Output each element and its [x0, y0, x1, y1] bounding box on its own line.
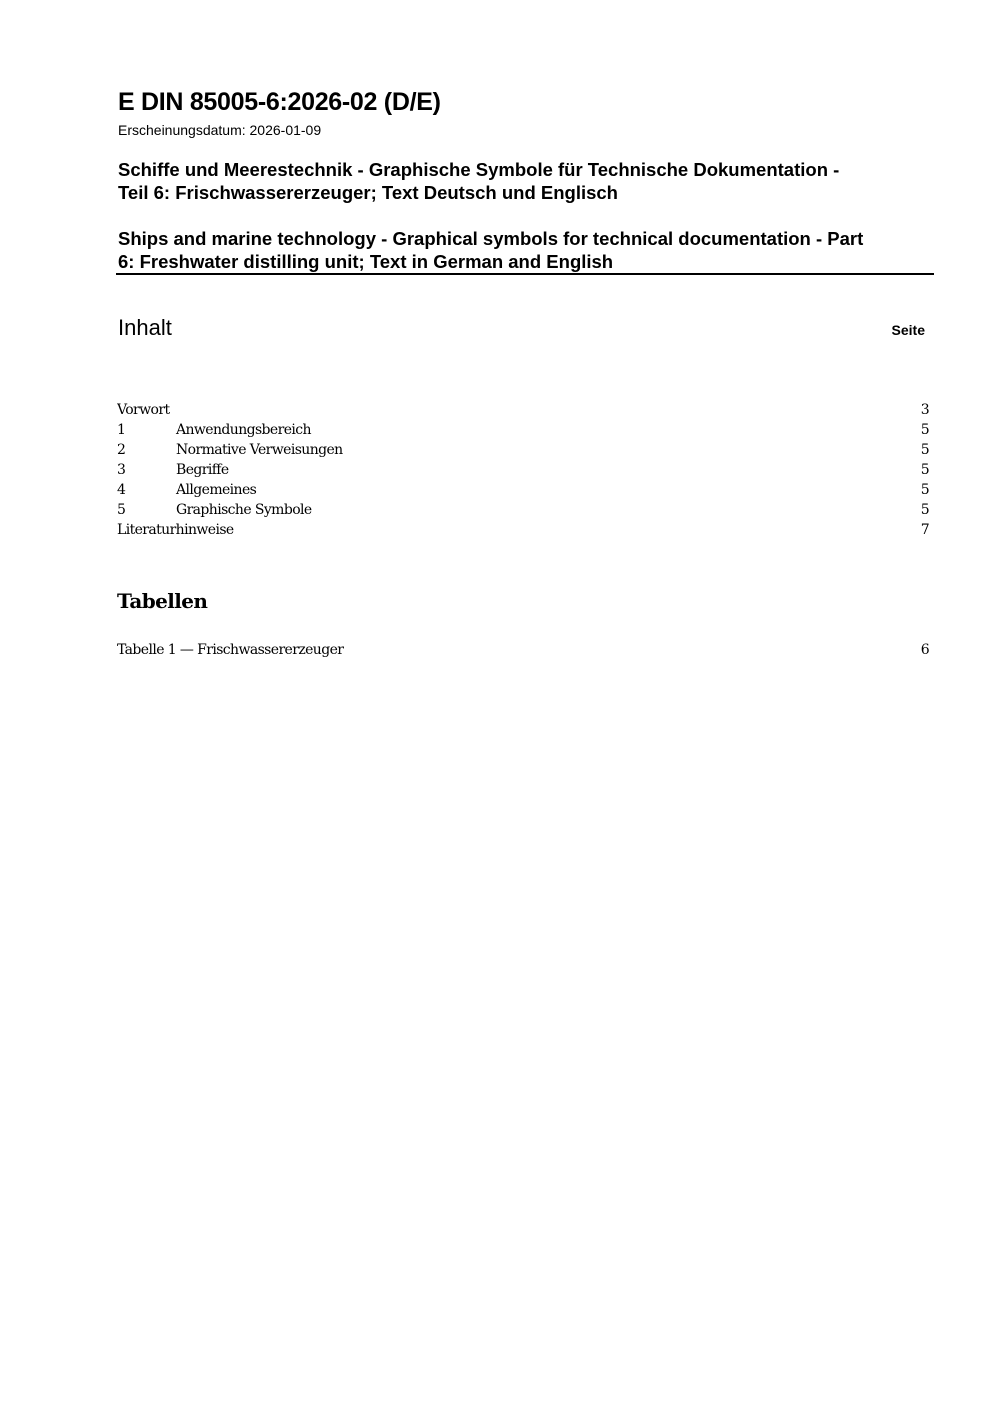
toc-entry-title: Normative Verweisungen	[176, 442, 343, 458]
toc-entry-page: 5	[917, 460, 929, 480]
toc-entry-title: Vorwort	[117, 402, 170, 418]
table-entry-tabelle-1[interactable]	[117, 640, 929, 660]
table-entry-page: 6	[917, 640, 929, 660]
title-german	[118, 158, 934, 204]
toc-entry-title: Allgemeines	[176, 482, 257, 498]
toc-entry-graphische-symbole[interactable]	[117, 500, 929, 520]
toc-entry-text	[117, 520, 240, 540]
toc-entry-number: 5	[117, 502, 126, 518]
publication-date: Erscheinungsdatum: 2026-01-09	[118, 122, 322, 138]
toc-entry-title: Anwendungsbereich	[176, 422, 311, 438]
table-entry-text: Tabelle 1 — Frischwassererzeuger	[117, 640, 349, 660]
toc-entry-page: 5	[917, 500, 929, 520]
toc-entry-number: 2	[117, 442, 126, 458]
table-of-contents	[117, 400, 929, 540]
toc-entry-vorwort[interactable]	[117, 400, 929, 420]
title-english	[118, 227, 934, 273]
toc-entry-title: Graphische Symbole	[176, 502, 312, 518]
toc-entry-page: 5	[917, 420, 929, 440]
toc-entry-page: 5	[917, 480, 929, 500]
toc-entry-text	[117, 400, 175, 420]
toc-entry-text	[117, 480, 262, 500]
toc-entry-number: 4	[117, 482, 126, 498]
toc-entry-number: 1	[117, 422, 126, 438]
toc-entry-page: 5	[917, 440, 929, 460]
toc-entry-text	[117, 460, 235, 480]
toc-entry-allgemeines[interactable]	[117, 480, 929, 500]
toc-entry-begriffe[interactable]	[117, 460, 929, 480]
toc-entry-normative-verweisungen[interactable]	[117, 440, 929, 460]
toc-entry-text	[117, 440, 349, 460]
tables-heading: Tabellen	[117, 589, 208, 613]
title-german-line: Schiffe und Meerestechnik - Graphische Symbole für Technische Dokumentation -	[118, 159, 840, 180]
header-divider	[116, 273, 934, 275]
title-english-line: Ships and marine technology - Graphical symbols for technical documentation - Part	[118, 228, 864, 249]
toc-entry-literaturhinweise[interactable]	[117, 520, 929, 540]
title-german-line: Teil 6: Frischwassererzeuger; Text Deutsch und Englisch	[118, 182, 618, 203]
page-column-label: Seite	[891, 322, 925, 338]
toc-entry-title: Literaturhinweise	[117, 522, 234, 538]
title-english-line: 6: Freshwater distilling unit; Text in German and English	[118, 251, 614, 272]
list-of-tables	[117, 640, 929, 660]
toc-entry-anwendungsbereich[interactable]	[117, 420, 929, 440]
toc-entry-title: Begriffe	[176, 462, 229, 478]
toc-entry-page: 3	[917, 400, 929, 420]
document-id: E DIN 85005-6:2026-02 (D/E)	[118, 88, 441, 116]
contents-heading: Inhalt	[118, 315, 172, 340]
toc-entry-number: 3	[117, 462, 126, 478]
toc-entry-page: 7	[917, 520, 929, 540]
toc-entry-text	[117, 420, 317, 440]
toc-entry-text	[117, 500, 318, 520]
